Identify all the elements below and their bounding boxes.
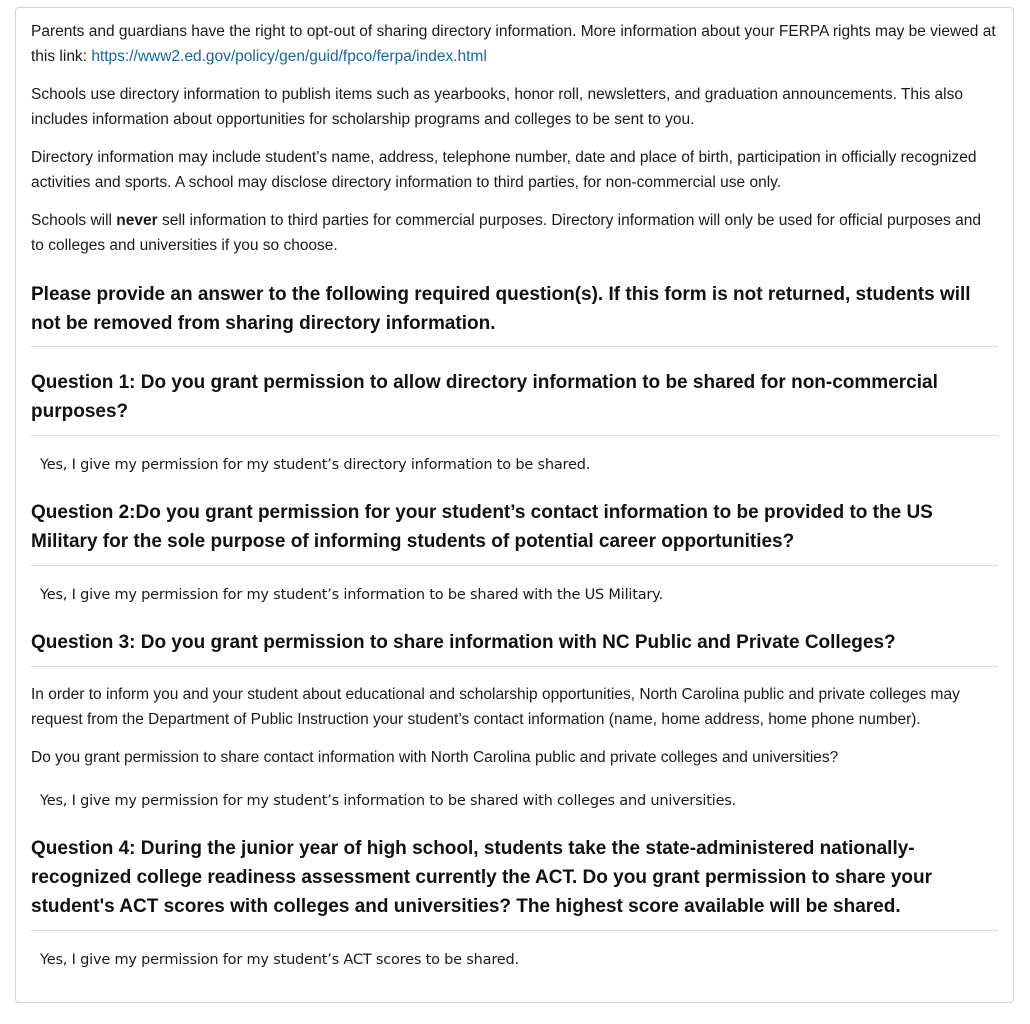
question-2-header bbox=[31, 477, 998, 566]
directory-usage-paragraph: Schools use directory information to publish items such as yearbooks, honor roll, newsletters, and graduation announcements. This also includes information about opportunities for scholarship programs and colleges to be sent to you. bbox=[31, 86, 963, 128]
question-4-answer[interactable]: Yes, I give my permission for my student’s ACT scores to be shared. bbox=[40, 952, 519, 968]
question-3-info-paragraph: In order to inform you and your student about educational and scholarship opportunities, North Carolina public and private colleges may request from the Department of Public Instruction your student’s contact information (name, home address, home phone number). bbox=[31, 686, 960, 728]
question-3-body bbox=[31, 667, 998, 770]
ferpa-rights-text: Parents and guardians have the right to opt-out of sharing directory information. More information about your FERPA rights may be viewed at this link: bbox=[31, 23, 996, 65]
question-3-title: Question 3: Do you grant permission to share information with NC Public and Private Colleges? bbox=[31, 632, 896, 653]
form-panel bbox=[15, 7, 1014, 1003]
question-3-prompt-paragraph: Do you grant permission to share contact information with North Carolina public and private colleges and universities? bbox=[31, 749, 839, 766]
question-3-header bbox=[31, 607, 998, 667]
form-content bbox=[16, 8, 1013, 972]
ferpa-rights-paragraph bbox=[31, 19, 998, 69]
never-sell-after: sell information to third parties for commercial purposes. Directory information will only be used for official purposes and to colleges and universities if you so choose. bbox=[31, 212, 981, 254]
never-emphasis: never bbox=[116, 212, 158, 229]
never-sell-paragraph bbox=[31, 208, 998, 258]
instructions-heading: Please provide an answer to the following required question(s). If this form is not returned, students will not be removed from sharing directory information. bbox=[31, 284, 971, 334]
question-1-title: Question 1: Do you grant permission to allow directory information to be shared for non-commercial purposes? bbox=[31, 372, 938, 422]
directory-contents-paragraph: Directory information may include student’s name, address, telephone number, date and place of birth, participation in officially recognized activities and sports. A school may disclose directory information to third parties, for non-commercial use only. bbox=[31, 149, 977, 191]
ferpa-link[interactable]: https://www2.ed.gov/policy/gen/guid/fpco/ferpa/index.html bbox=[91, 48, 487, 65]
question-1-header bbox=[31, 347, 998, 436]
question-3-answer[interactable]: Yes, I give my permission for my student’s information to be shared with colleges and universities. bbox=[40, 793, 737, 809]
question-2-title: Question 2:Do you grant permission for your student’s contact information to be provided to the US Military for the sole purpose of informing students of potential career opportunities? bbox=[31, 502, 933, 552]
instructions-section bbox=[31, 271, 998, 347]
question-2-answer[interactable]: Yes, I give my permission for my student’s information to be shared with the US Military. bbox=[40, 587, 663, 603]
never-sell-before: Schools will bbox=[31, 212, 117, 229]
question-1-answer[interactable]: Yes, I give my permission for my student’s directory information to be shared. bbox=[40, 457, 591, 473]
question-4-header bbox=[31, 813, 998, 931]
question-4-title: Question 4: During the junior year of high school, students take the state-administered nationally-recognized college readiness assessment currently the ACT. Do you grant permission to share your student's ACT scores with colleges and universities? The highest score available will be shared. bbox=[31, 838, 933, 917]
